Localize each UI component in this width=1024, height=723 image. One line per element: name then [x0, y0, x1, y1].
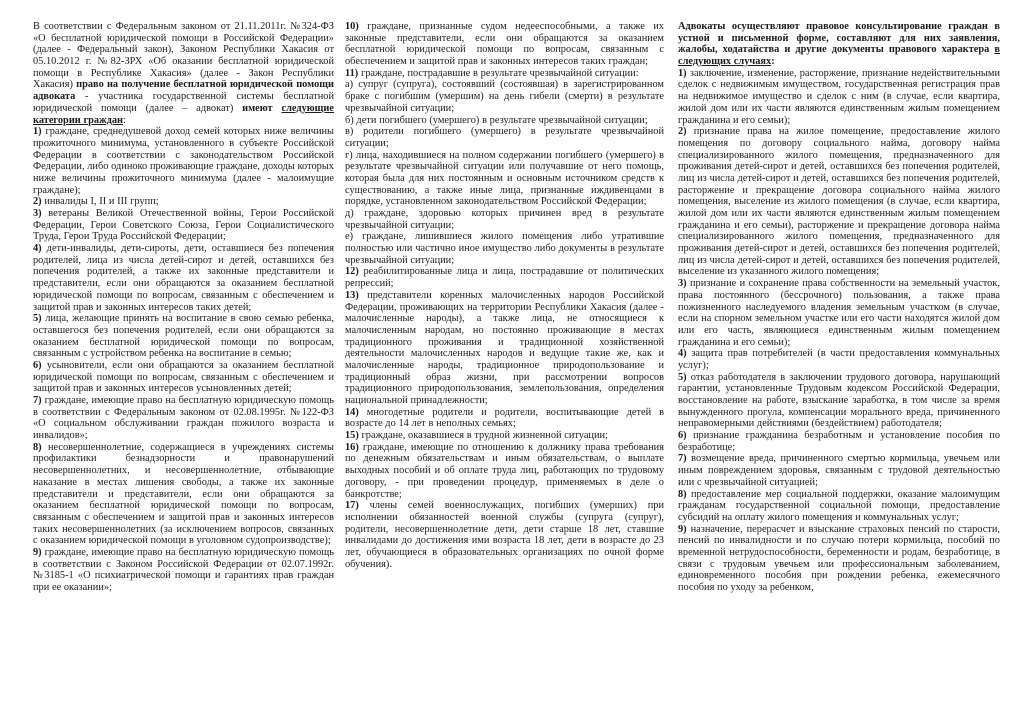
- list-item: [345, 68, 664, 80]
- item-text: инвалиды I, II и III групп;: [41, 196, 159, 208]
- item-number: 16): [345, 441, 359, 453]
- list-item: [33, 547, 334, 594]
- intro-text-part-1: В соответствии с Федеральным законом от 21.11.2011г. №324-ФЗ «О бесплатной юридической помощи в Российской Федерации» (далее - Федеральный закон), Законом Республики Хакасия от 05.10.2012 г. №82-ЗРХ «Об оказании бесплатной юридической помощи в Республике Хакасия» (далее - Закон Республики Хакасия): [33, 21, 334, 91]
- item-text: заключение, изменение, расторжение, признание недействительными сделок с недвижимым имуществом, государственная регистрация прав на недвижимое имущество и сделок с ним (в случае, если квартира, жилой дом или их части являются единственным жилым помещением гражданина и его семьи);: [678, 67, 1000, 126]
- list-item: [33, 395, 334, 442]
- list-item: [678, 524, 1000, 594]
- list-item: [345, 21, 664, 68]
- list-item: [678, 453, 1000, 488]
- list-item: [33, 442, 334, 547]
- item-number: 1): [678, 67, 687, 79]
- list-item: [678, 126, 1000, 278]
- item-text: граждане, пострадавшие в результате чрезвычайной ситуации:: [358, 67, 639, 79]
- item-number: 15): [345, 430, 359, 442]
- item-number: 9): [33, 546, 42, 558]
- heading-bold-text: Адвокаты осуществляют правовое консультирование граждан в устной и письменной форме, составляют для них заявления, жалобы, ходатайства и другие документы правового характера: [678, 21, 1000, 56]
- list-item: [33, 243, 334, 313]
- item-number: б): [345, 114, 354, 126]
- item-text: граждане, имеющие по отношению к должнику права требования по денежным обязательствам и иным обязательствам, о выплате выходных пособий и об оплате труда лиц, работающих по трудовому договору, - при проведении процедур, применяемых в деле о банкротстве;: [345, 441, 664, 500]
- item-number: 9): [678, 523, 687, 535]
- item-number: 14): [345, 406, 359, 418]
- item-number: 3): [678, 278, 687, 290]
- item-number: а): [345, 79, 354, 91]
- list-item: [33, 196, 334, 208]
- item-number: 17): [345, 500, 359, 512]
- list-item: [678, 348, 1000, 371]
- item-text: граждане, лишившиеся жилого помещения либо утратившие полностью или частично иное имущество либо документы в результате чрезвычайной ситуации;: [345, 231, 664, 266]
- item-number: д): [345, 208, 354, 219]
- item-number: 12): [345, 266, 359, 278]
- item-number: 6): [33, 359, 42, 371]
- item-text: назначение, перерасчет и взыскание страховых пенсий по старости, пенсий по инвалидности и по случаю потери кормильца, пособий по временной нетрудоспособности, беременности и родам, безработице, в связи с трудовым увечьем или профессиональным заболеванием, единовременного пособия при рождении ребенка, ежемесячного пособия по уходу за ребенком,: [678, 523, 1000, 593]
- column-one: [33, 21, 334, 594]
- item-text: возмещение вреда, причиненного смертью кормильца, увечьем или иным повреждением здоровья, связанным с трудовой деятельностью или с чрезвычайной ситуацией;: [678, 453, 1000, 488]
- list-item: [345, 150, 664, 208]
- item-number: 5): [678, 371, 687, 383]
- list-item: [345, 79, 664, 114]
- column-three: [678, 21, 1000, 594]
- three-column-layout: [33, 21, 1000, 715]
- item-text: родители погибшего (умершего) в результате чрезвычайной ситуации;: [345, 126, 664, 149]
- item-text: усыновители, если они обращаются за оказанием бесплатной юридической помощи по вопросам, связанным с обеспечением и защитой прав и законных интересов усыновленных детей;: [33, 359, 334, 395]
- item-number: 10): [345, 21, 359, 32]
- list-item: [33, 208, 334, 243]
- item-text: члены семей военнослужащих, погибших (умерших) при исполнении обязанностей военной службы (супруга (супруг), родители, несовершеннолетние дети, дети старше 18 лет, ставшие инвалидами до достижения ими возраста 18 лет, дети в возрасте до 23 лет, обучающиеся в образовательных организациях по очной форме обучения).: [345, 500, 664, 570]
- intro-bold-have: имеют: [242, 102, 282, 114]
- list-item: [345, 208, 664, 231]
- item-number: 8): [33, 441, 42, 453]
- list-item: [345, 231, 664, 266]
- item-number: 2): [33, 196, 42, 208]
- item-number: 13): [345, 289, 359, 301]
- list-item: [678, 430, 1000, 453]
- intro-text-part-3: :: [123, 114, 126, 126]
- list-item: [345, 430, 664, 442]
- list-item: [678, 489, 1000, 524]
- item-text: дети погибшего (умершего) в результате чрезвычайной ситуации;: [353, 114, 648, 126]
- intro-text-part-2: - участника государственной системы бесплатной юридической помощи (далее – адвокат): [33, 91, 334, 114]
- list-item: [678, 278, 1000, 348]
- list-item: [345, 266, 664, 289]
- item-number: 1): [33, 126, 42, 138]
- item-text: лица, желающие принять на воспитание в свою семью ребенка, оставшегося без попечения родителей, если они обращаются за оказанием бесплатной юридической помощи по вопросам, связанным с устройством ребенка на воспитание в семью;: [33, 313, 334, 360]
- list-item: [33, 360, 334, 395]
- item-text: признание гражданина безработным и установление пособия по безработице;: [678, 430, 1000, 453]
- heading-tail: :: [771, 56, 775, 68]
- list-item: [678, 372, 1000, 430]
- item-text: представители коренных малочисленных народов Российской Федерации, проживающих на территории Республики Хакасия (далее - малочисленные народы), а также лица, не относящиеся к малочисленным народам, но постоянно проживающие в местах традиционного проживания и традиционной хозяйственной деятельности малочисленных народов и ведущие такие же, как и малочисленные народы, традиционное природопользование и традиционный образ жизни, при рассмотрении вопросов традиционного природопользования, землепользования, определения национальной принадлежности;: [345, 289, 664, 406]
- intro-bold-right-phrase: право на получение бесплатной юридической помощи адвоката: [33, 79, 334, 103]
- item-number: 7): [678, 453, 687, 465]
- item-text: граждане, имеющие право на бесплатную юридическую помощь в соответствии с Федеральным законом от 02.08.1995г. №122-ФЗ «О социальном обслуживании граждан пожилого возраста и инвалидов»;: [33, 395, 334, 442]
- item-text: признание права на жилое помещение, предоставление жилого помещения по договору социального найма, договору найма специализированного жилого помещения, предназначенного для проживания детей-сирот и детей, оставшихся без попечения родителей, лиц из числа детей-сирот и детей, оставшихся без попечения родителей, расторжение и прекращение договора социального найма жилого помещения, выселение из жилого помещения (в случае, если квартира, жилой дом или их части являются единственным жилым помещением гражданина и его семьи), расторжение и прекращение договора найма специализированного жилого помещения, предназначенного для проживания детей-сирот и детей, оставшихся без попечения родителей, лиц из числа детей-сирот и детей, оставшихся без попечения родителей, выселение из указанного жилого помещения;: [678, 126, 1000, 278]
- item-text: граждане, имеющие право на бесплатную юридическую помощь в соответствии с Законом Российской Федерации от 02.07.1992г. №3185-1 «О психиатрической помощи и гарантиях прав граждан при ее оказании»;: [33, 546, 334, 593]
- item-text: граждане, среднедушевой доход семей которых ниже величины прожиточного минимума, установленного в субъекте Российской Федерации в соответствии с законодательством Российской Федерации, либо одиноко проживающие граждане, доходы которых ниже величины прожиточного минимума (далее - малоимущие граждане);: [33, 126, 334, 196]
- list-item: [678, 68, 1000, 126]
- item-text: признание и сохранение права собственности на земельный участок, права постоянного (бессрочного) пользования, а также права пожизненного наследуемого владения земельным участком (в случае, если на спорном земельном участке или его части находятся жилой дом или его часть, являющиеся единственным жилым помещением гражданина и его семьи);: [678, 278, 1000, 348]
- list-item: [345, 500, 664, 570]
- item-text: реабилитированные лица и лица, пострадавшие от политических репрессий;: [345, 266, 664, 290]
- item-number: 8): [678, 488, 687, 500]
- item-text: лица, находившиеся на полном содержании погибшего (умершего) в результате чрезвычайной ситуации или получавшие от него помощь, которая была для них постоянным и основным источником средств к существованию, а также иные лица, признанные иждивенцами в порядке, установленном законодательством Российской Федерации;: [345, 149, 664, 208]
- item-number: 2): [678, 126, 687, 138]
- intro-paragraph: [33, 21, 334, 126]
- item-number: 7): [33, 395, 42, 406]
- item-text: защита прав потребителей (в части предоставления коммунальных услуг);: [678, 348, 1000, 371]
- item-text: многодетные родители и родители, воспитывающие детей в возрасте до 14 лет в неполных семьях;: [345, 406, 664, 430]
- item-text: дети-инвалиды, дети-сироты, дети, оставшиеся без попечения родителей, лица из числа детей-сирот и детей, оставшихся без попечения родителей, а также их законные представители и представители, если они обращаются за оказанием бесплатной юридической помощи по вопросам, связанным с обеспечением и защитой прав и законных интересов таких детей;: [33, 243, 334, 313]
- item-number: 6): [678, 430, 687, 442]
- list-item: [345, 115, 664, 127]
- item-number: 3): [33, 208, 42, 219]
- intro-bold-underline-categories: следующие категории граждан: [33, 102, 334, 126]
- item-number: 5): [33, 313, 42, 325]
- item-text: несовершеннолетние, содержащиеся в учреждениях системы профилактики безнадзорности и правонарушений несовершеннолетних, и несовершеннолетние, отбывающие наказание в местах лишения свободы, а также их законные представители и представители, если они обращаются за оказанием бесплатной юридической помощи по вопросам, связанным с обеспечением и защитой прав и законных интересов таких несовершеннолетних (за исключением вопросов, связанных с оказанием юридической помощи в уголовном судопроизводстве);: [33, 441, 334, 547]
- item-number: 4): [678, 348, 687, 360]
- list-item: [345, 126, 664, 149]
- item-number: 4): [33, 243, 42, 255]
- item-number: г): [345, 149, 353, 161]
- section-heading: [678, 21, 1000, 68]
- list-item: [33, 126, 334, 196]
- list-item: [345, 290, 664, 407]
- item-number: 11): [345, 67, 359, 79]
- item-text: граждане, признанные судом недееспособными, а также их законные представители, если они обращаются за оказанием бесплатной юридической помощи по вопросам, связанным с обеспечением и защитой прав и законных интересов таких граждан;: [345, 21, 664, 68]
- item-text: граждане, здоровью которых причинен вред в результате чрезвычайной ситуации;: [345, 208, 664, 231]
- item-number: в): [345, 126, 354, 138]
- item-text: ветераны Великой Отечественной войны, Герои Российской Федерации, Герои Советского Союза, Герои Социалистического Труда, Герои Труда Российской Федерации;: [33, 208, 334, 243]
- list-item: [345, 442, 664, 500]
- item-number: е): [345, 231, 354, 243]
- list-item: [33, 313, 334, 360]
- list-item: [345, 407, 664, 430]
- item-text: супруг (супруга), состоявший (состоявшая) в зарегистрированном браке с погибшим (умершим) на день гибели (смерти) в результате чрезвычайной ситуации;: [345, 79, 664, 114]
- item-text: предоставление мер социальной поддержки, оказание малоимущим гражданам государственной социальной помощи, предоставление субсидий на оплату жилого помещения и коммунальных услуг;: [678, 488, 1000, 523]
- item-text: граждане, оказавшиеся в трудной жизненной ситуации;: [358, 430, 608, 442]
- column-two: [345, 21, 664, 570]
- heading-bold-underline-cases: в следующих случаях: [678, 44, 1000, 68]
- item-text: отказ работодателя в заключении трудового договора, нарушающий гарантии, установленные Трудовым кодексом Российской Федерации, восстановление на работе, взыскание заработка, в том числе за время вынужденного прогула, компенсации морального вреда, причиненного неправомерными действиями (бездействием) работодателя;: [678, 371, 1000, 430]
